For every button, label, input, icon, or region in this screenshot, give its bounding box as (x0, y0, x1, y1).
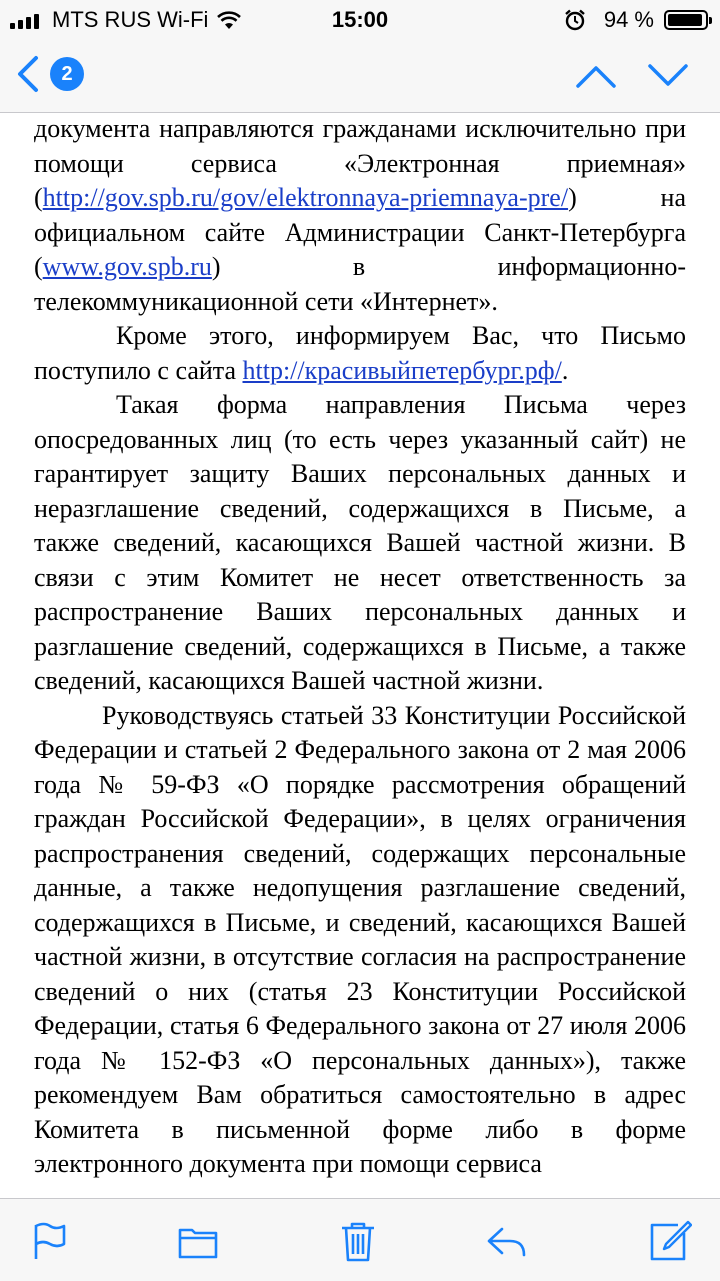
priemnaya-link[interactable]: http://gov.spb.ru/gov/elektronnaya-priemnaya-pre/ (42, 183, 569, 212)
status-right (564, 7, 708, 33)
unread-count-badge: 2 (50, 57, 84, 91)
trash-icon[interactable] (336, 1219, 380, 1263)
nav-bar (0, 40, 720, 113)
paragraph-2-text-end: . (561, 355, 569, 385)
reply-icon[interactable] (484, 1219, 528, 1263)
message-body[interactable] (34, 112, 686, 1198)
carrier-label: MTS RUS Wi-Fi (52, 7, 209, 32)
paragraph-4: Руководствуясь статьей 33 Конституции Российской Федерации и статьей 2 Федерального закона от 2 мая 2006 года № 59-ФЗ «О порядке рассмотрения обращений граждан Российской Федерации», в целях ограничения распространения сведений, содержащих персональные данные, а также недопущения разглашение сведений, содержащихся в Письме, и сведений, касающихся Вашей частной жизни, в отсутствие согласия на распространение сведений о них (статья 23 Конституции Российской Федерации, статья 6 Федерального закона от 27 июля 2006 года № 152-ФЗ «О персональных данных»), также рекомендуем Вам обратиться самостоятельно в адрес Комитета в письменной форме либо в форме электронного документа при помощи сервиса (34, 700, 686, 1178)
paragraph-2 (34, 319, 686, 388)
status-time: 15:00 (331, 7, 389, 32)
paragraph-1 (34, 112, 686, 319)
bottom-toolbar (0, 1198, 720, 1281)
compose-icon[interactable] (648, 1219, 692, 1263)
paragraph-3: Такая форма направления Письма через опосредованных лиц (то есть через указанный сайт) не гарантирует защиту Ваших персональных данных и неразглашение сведений, содержащихся в Письме, а также сведений, касающихся Вашей частной жизни. В связи с этим Комитет не несет ответственность за распространение Ваших персональных данных и разглашение сведений, содержащихся в Письме, а также сведений, касающихся Вашей частной жизни. (34, 390, 686, 695)
paragraph-1-text-middle: ) на официальном сайте Администрации Санкт-Петербурга ( (34, 183, 686, 281)
back-button[interactable] (14, 54, 84, 94)
paragraph-2-text-start: Кроме этого, информируем Вас, что Письмо поступило с сайта (34, 321, 686, 385)
battery-icon (664, 10, 708, 30)
gov-spb-link[interactable]: www.gov.spb.ru (42, 252, 212, 281)
battery-percent: 94 % (603, 7, 654, 32)
paragraph-1-text-start: документа направляются гражданами исключительно при помощи сервиса «Электронная приемная» ( (34, 114, 686, 212)
back-chevron-icon (14, 54, 42, 94)
folder-icon[interactable] (176, 1219, 220, 1263)
battery-level-fill (668, 14, 702, 26)
chevron-down-icon[interactable] (646, 58, 690, 94)
flag-icon[interactable] (26, 1219, 70, 1263)
chevron-up-icon[interactable] (574, 58, 618, 94)
status-bar (0, 0, 720, 40)
paragraph-1-text-end: ) в информационно-телекоммуникационной сети «Интернет». (34, 252, 686, 316)
krasiviy-peterburg-link[interactable]: http://красивыйпетербург.рф/ (242, 355, 562, 385)
alarm-icon (564, 9, 586, 31)
